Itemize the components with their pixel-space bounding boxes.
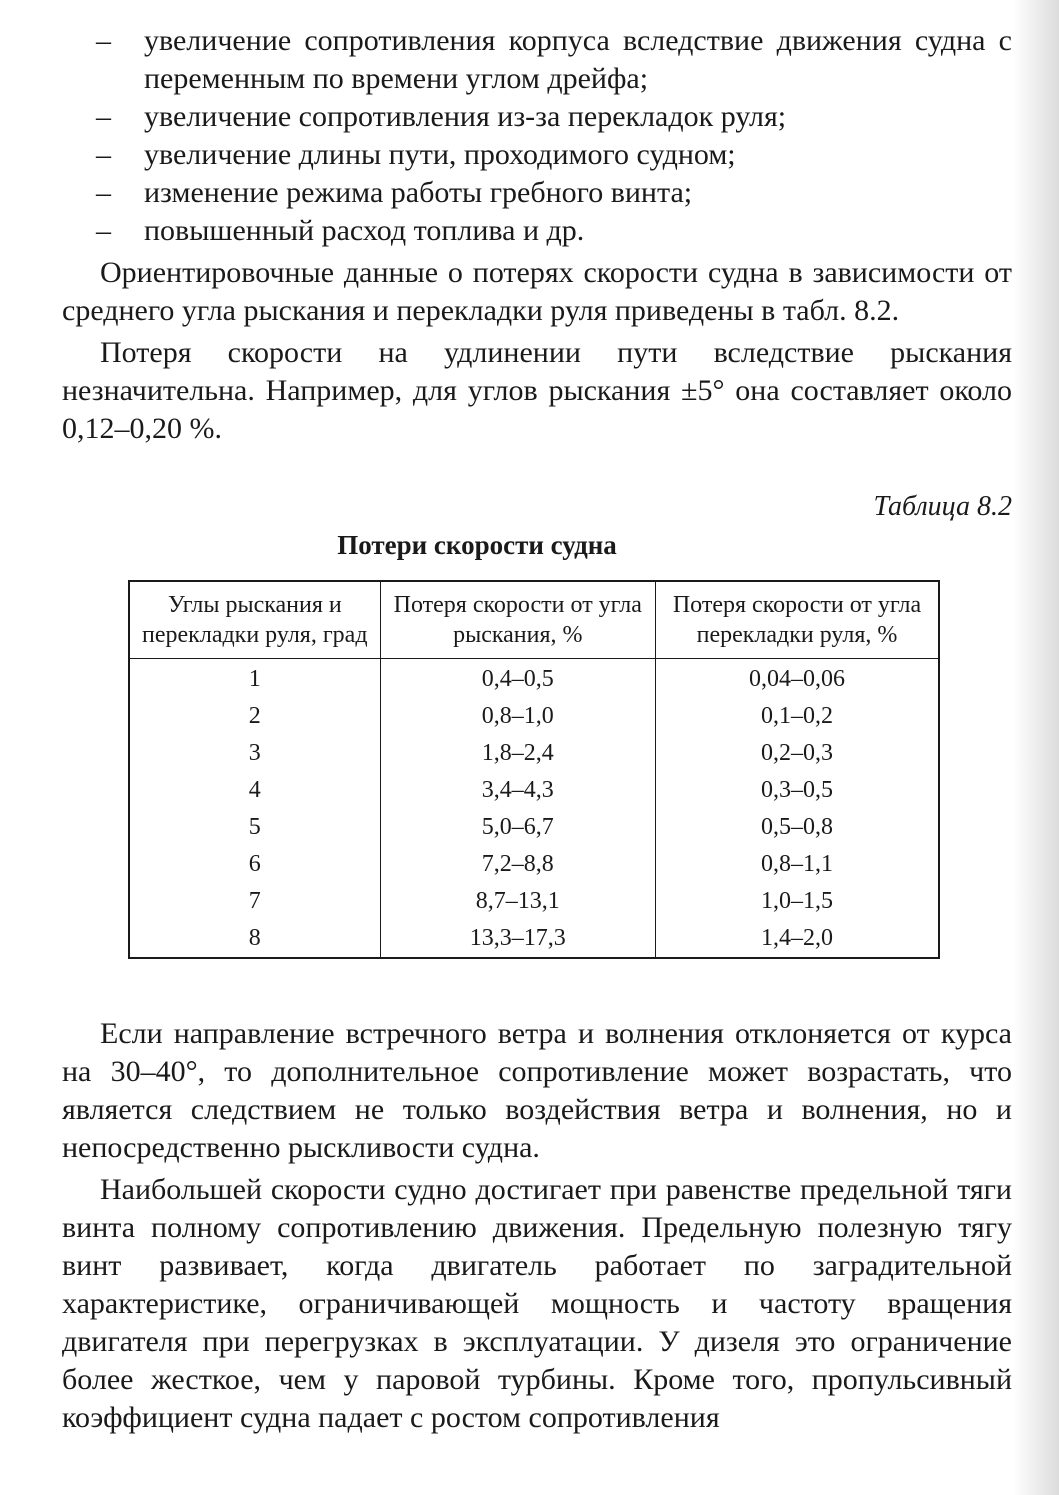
bullet-item [62,136,1012,174]
table-cell: 1,4–2,0 [655,920,939,958]
table-cell: 6 [129,846,380,883]
table-cell: 3 [129,735,380,772]
table-cell: 1,8–2,4 [380,735,655,772]
table-header-row [129,581,939,659]
bullet-dash: – [96,138,111,171]
table-cell: 1,0–1,5 [655,883,939,920]
bullet-item [62,98,1012,136]
table-row [129,735,939,772]
table-cell: 0,5–0,8 [655,809,939,846]
paragraph-max-speed: Наибольшей скорости судно достигает при равенстве предельной тяги винта полному сопротивлению движения. Предельную полезную тягу винт развивает, когда двигатель работает по заградительной характеристике, ограничивающей мощность и частоту вращения двигателя при перегрузках в эксплуатации. У дизеля это ограничение более жесткое, чем у паровой турбины. Кроме того, пропульсивный коэффициент судна падает с ростом сопротивления [62,1173,1012,1434]
table-cell: 0,3–0,5 [655,772,939,809]
bullet-dash: – [96,176,111,209]
table-row [129,809,939,846]
table-row [129,846,939,883]
table-cell: 0,1–0,2 [655,698,939,735]
table-cell: 7 [129,883,380,920]
table-cell: 8,7–13,1 [380,883,655,920]
table-header-cell: Потеря скорости от угла перекладки руля, % [655,581,939,659]
table-cell: 1 [129,659,380,699]
table-row [129,883,939,920]
table-cell: 8 [129,920,380,958]
table-header-cell: Углы рыскания и перекладки руля, град [129,581,380,659]
table-cell: 0,04–0,06 [655,659,939,699]
table-row [129,659,939,699]
table-cell: 5,0–6,7 [380,809,655,846]
paragraph-wind-direction: Если направление встречного ветра и волнения отклоняется от курса на 30–40°, то дополнительное сопротивление может возрастать, что является следствием не только воздействия ветра и волнения, но и непосредственно рыскливости судна. [62,1017,1012,1164]
bullet-item [62,22,1012,98]
table-header-cell: Потеря скорости от угла рыскания, % [380,581,655,659]
table-cell: 0,4–0,5 [380,659,655,699]
bullet-text: повышенный расход топлива и др. [144,214,585,247]
bullet-text: увеличение сопротивления из-за перекладок руля; [144,100,787,133]
table-row [129,920,939,958]
page-edge-shadow [1013,0,1059,1495]
bullet-list [62,22,1012,250]
bullet-dash: – [96,214,111,247]
bullet-dash: – [96,100,111,133]
table-title: Потери скорости судна [337,530,617,560]
table-cell: 0,2–0,3 [655,735,939,772]
bullet-text: увеличение сопротивления корпуса вследствие движения судна с переменным по времени углом дрейфа; [144,24,1012,95]
bullet-text: изменение режима работы гребного винта; [144,176,693,209]
table-row [129,698,939,735]
page-content [62,22,1012,1437]
bullet-dash: – [96,24,111,57]
bullet-item [62,212,1012,250]
paragraph-path-loss: Потеря скорости на удлинении пути вследствие рыскания незначительна. Например, для углов рыскания ±5° она составляет около 0,12–0,20 %. [62,336,1012,445]
table-cell: 0,8–1,1 [655,846,939,883]
table-cell: 13,3–17,3 [380,920,655,958]
table-cell: 7,2–8,8 [380,846,655,883]
table-cell: 4 [129,772,380,809]
table-cell: 0,8–1,0 [380,698,655,735]
table-cell: 3,4–4,3 [380,772,655,809]
table-cell: 2 [129,698,380,735]
table-caption: Таблица 8.2 [873,491,1012,522]
speed-loss-table [128,580,940,959]
bullet-text: увеличение длины пути, проходимого судном; [144,138,736,171]
table-cell: 5 [129,809,380,846]
bullet-item [62,174,1012,212]
table-row [129,772,939,809]
paragraph-table-reference: Ориентировочные данные о потерях скорости судна в зависимости от среднего угла рыскания и перекладки руля приведены в табл. 8.2. [62,256,1012,327]
